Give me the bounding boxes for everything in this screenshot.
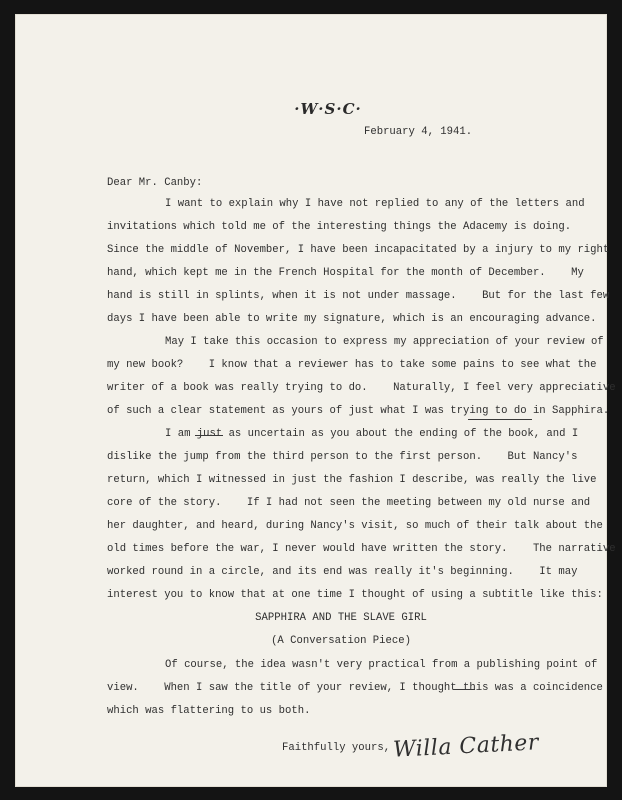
paragraph-3-line: interest you to know that at one time I thought of using a subtitle like this: <box>107 589 603 601</box>
paragraph-3-line: dislike the jump from the third person to the first person. But Nancy's <box>107 451 578 463</box>
paragraph-1-line: I want to explain why I have not replied to any of the letters and <box>165 198 585 210</box>
paragraph-1-line: days I have been able to write my signature, which is an encouraging advance. <box>107 313 597 325</box>
paragraph-3-line: her daughter, and heard, during Nancy's visit, so much of their talk about the <box>107 520 603 532</box>
letter-page <box>15 14 616 787</box>
strikethrough-mark <box>195 435 223 436</box>
paragraph-1-line: invitations which told me of the interesting things the Adacemy is doing. <box>107 221 572 233</box>
paragraph-3-line: old times before the war, I never would have written the story. The narrative <box>107 543 616 555</box>
paragraph-3-line: worked round in a circle, and its end was really it's beginning. It may <box>107 566 578 578</box>
strikethrough-mark <box>453 689 475 690</box>
paragraph-1-line: hand, which kept me in the French Hospital for the month of December. My <box>107 267 584 279</box>
proposed-subtitle-title: SAPPHIRA AND THE SLAVE GIRL <box>255 612 427 624</box>
proposed-subtitle-caption: (A Conversation Piece) <box>271 635 411 647</box>
paragraph-2-line: May I take this occasion to express my appreciation of your review of <box>165 336 604 348</box>
paragraph-1-line: hand is still in splints, when it is not under massage. But for the last few <box>107 290 610 302</box>
handwritten-signature: Willa Cather <box>392 730 540 763</box>
letter-date: February 4, 1941. <box>364 126 473 138</box>
paragraph-2-line: writer of a book was really trying to do. Naturally, I feel very appreciative <box>107 382 616 394</box>
letterhead-monogram: ·W·S·C· <box>294 100 362 118</box>
paragraph-4-line: Of course, the idea wasn't very practical from a publishing point of <box>165 659 598 671</box>
paragraph-2-line: of such a clear statement as yours of just what I was trying to do in Sapphira. <box>107 405 610 417</box>
paragraph-2-line: my new book? I know that a reviewer has to take some pains to see what the <box>107 359 597 371</box>
paragraph-3-line: return, which I witnessed in just the fashion I describe, was really the live <box>107 474 597 486</box>
paragraph-3-line: core of the story. If I had not seen the meeting between my old nurse and <box>107 497 591 509</box>
salutation: Dear Mr. Canby: <box>107 177 203 189</box>
sapphira-underline <box>468 419 532 420</box>
paragraph-3-line: I am just as uncertain as you about the ending of the book, and I <box>165 428 579 440</box>
paragraph-1-line: Since the middle of November, I have been incapacitated by a injury to my right <box>107 244 610 256</box>
paragraph-4-line: which was flattering to us both. <box>107 705 311 717</box>
closing: Faithfully yours, <box>282 742 391 754</box>
paragraph-4-line: view. When I saw the title of your review, I thought this was a coincidence <box>107 682 603 694</box>
